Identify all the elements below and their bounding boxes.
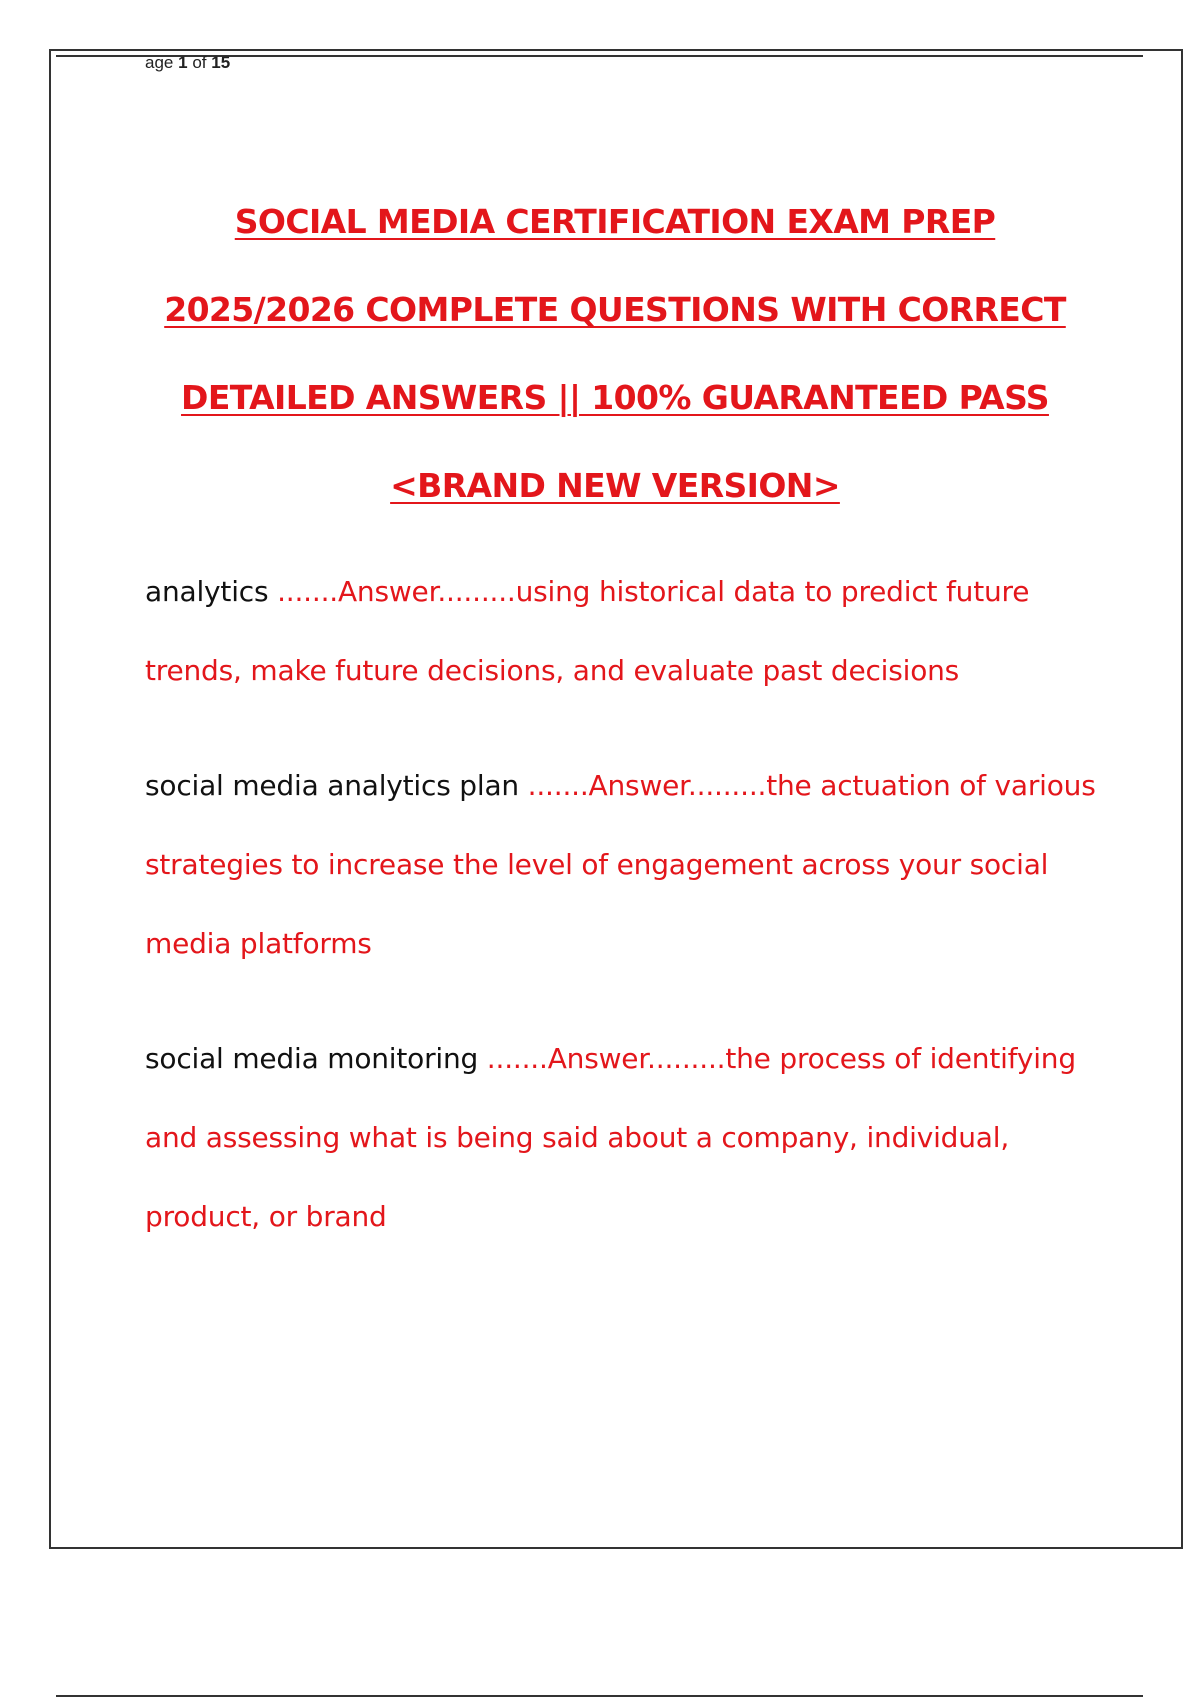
page-total: 15 [211,53,231,72]
next-page-rule [56,1695,1143,1697]
qa-item-social-media-analytics-plan [145,746,1125,983]
document-title [60,178,1170,530]
qa-term: social media monitoring [145,1042,487,1075]
qa-term: analytics [145,575,278,608]
title-line-4: <BRAND NEW VERSION> [390,466,840,505]
qa-answer: .......Answer.........the process of identifying and assessing what is being said about a company, individual, product, or brand [145,1042,1076,1233]
title-line-1: SOCIAL MEDIA CERTIFICATION EXAM PREP [234,202,996,241]
page-prefix: age [145,53,174,72]
page-counter [145,53,230,73]
title-line-3: DETAILED ANSWERS || 100% GUARANTEED PASS [181,378,1049,417]
qa-answer: .......Answer.........using historical data to predict future trends, make future decisions, and evaluate past decisions [145,575,1030,687]
qa-answer: .......Answer.........the actuation of various strategies to increase the level of engagement across your social media platforms [145,769,1096,960]
qa-term: social media analytics plan [145,769,528,802]
page-number: 1 [178,53,188,72]
page-of: of [192,53,207,72]
qa-list [145,552,1125,1292]
qa-item-analytics [145,552,1125,710]
title-line-2: 2025/2026 COMPLETE QUESTIONS WITH CORRECT [164,290,1066,329]
qa-item-social-media-monitoring [145,1019,1125,1256]
